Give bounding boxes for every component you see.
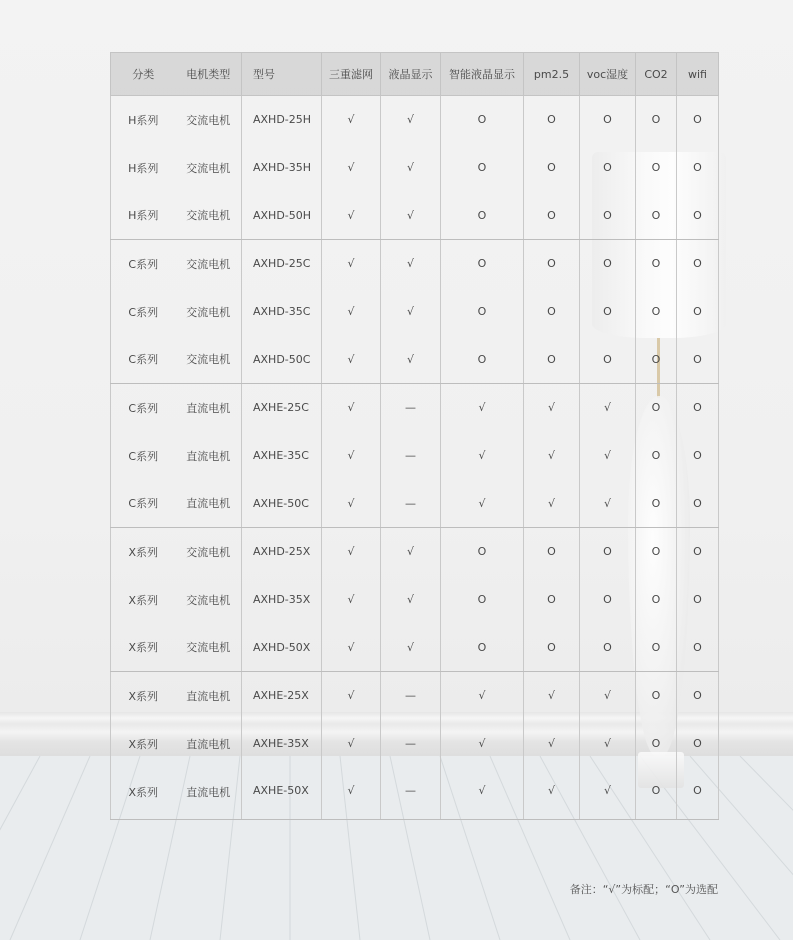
table-cell: 直流电机 — [186, 689, 231, 703]
table-cell: O — [677, 192, 719, 240]
table-cell: O — [524, 144, 580, 192]
table-row — [111, 768, 719, 820]
table-cell: O — [441, 624, 524, 672]
header-voc-humidity: voc湿度 — [580, 53, 636, 96]
table-cell: √ — [381, 336, 441, 384]
table-cell: 直流电机 — [186, 401, 231, 415]
table-cell: AXHE-35C — [242, 432, 322, 480]
table-cell: √ — [381, 528, 441, 576]
table-cell: √ — [381, 144, 441, 192]
table-cell: AXHD-50C — [242, 336, 322, 384]
table-cell: O — [677, 96, 719, 144]
table-header-row — [111, 53, 719, 96]
table-cell: √ — [524, 720, 580, 768]
table-row — [111, 384, 719, 432]
table-cell: √ — [524, 480, 580, 528]
table-cell: O — [580, 576, 636, 624]
table-cell: √ — [381, 288, 441, 336]
table-cell: O — [580, 528, 636, 576]
table-cell: √ — [322, 672, 381, 720]
table-cell: 交流电机 — [186, 545, 231, 559]
table-cell: O — [636, 336, 677, 384]
table-cell: √ — [322, 480, 381, 528]
table-cell: C系列 — [111, 240, 176, 288]
table-cell: AXHD-25X — [242, 528, 322, 576]
table-cell: O — [636, 720, 677, 768]
header-triple-filter: 三重滤网 — [322, 53, 381, 96]
product-spec-table — [110, 52, 719, 820]
table-cell: 直流电机 — [176, 480, 242, 528]
table-cell: 直流电机 — [186, 449, 231, 463]
table-cell: — — [381, 768, 441, 820]
table-cell: √ — [322, 288, 381, 336]
table-cell: 交流电机 — [186, 257, 231, 271]
table-cell: O — [677, 720, 719, 768]
table-cell: O — [580, 192, 636, 240]
table-cell: √ — [441, 480, 524, 528]
table-cell: X系列 — [111, 720, 176, 768]
table-cell: O — [636, 624, 677, 672]
table-cell: O — [677, 576, 719, 624]
table-cell: O — [636, 240, 677, 288]
table-cell: √ — [524, 432, 580, 480]
table-cell: √ — [441, 672, 524, 720]
table-cell: AXHE-50C — [242, 480, 322, 528]
table-cell: √ — [381, 624, 441, 672]
table-cell: O — [636, 192, 677, 240]
table-cell: O — [636, 672, 677, 720]
table-cell: O — [524, 576, 580, 624]
table-cell: √ — [381, 192, 441, 240]
table-cell: O — [441, 240, 524, 288]
table-cell: √ — [322, 384, 381, 432]
table-cell: O — [524, 528, 580, 576]
table-cell: O — [441, 576, 524, 624]
table-cell: O — [441, 336, 524, 384]
table-cell: O — [441, 96, 524, 144]
table-cell: O — [677, 288, 719, 336]
table-cell: O — [636, 384, 677, 432]
table-cell: AXHE-35X — [242, 720, 322, 768]
table-row — [111, 528, 719, 576]
header-co2: CO2 — [636, 53, 677, 96]
header-motor-type: 电机类型 — [176, 53, 242, 96]
header-category: 分类 — [111, 53, 176, 96]
table-cell: O — [677, 336, 719, 384]
table-cell: O — [524, 192, 580, 240]
table-cell: √ — [381, 96, 441, 144]
table-cell: O — [441, 288, 524, 336]
table-cell: AXHE-25X — [242, 672, 322, 720]
table-cell: — — [381, 720, 441, 768]
table-row — [111, 480, 719, 528]
table-cell: 交流电机 — [186, 593, 231, 607]
table-cell: 交流电机 — [186, 305, 231, 319]
table-cell: X系列 — [111, 672, 176, 720]
table-cell: AXHD-25H — [242, 96, 322, 144]
table-cell: √ — [322, 336, 381, 384]
table-cell: √ — [322, 96, 381, 144]
table-cell: O — [580, 240, 636, 288]
table-cell: H系列 — [111, 192, 176, 240]
table-cell: 直流电机 — [186, 737, 231, 751]
table-row — [111, 624, 719, 672]
table-cell: O — [636, 576, 677, 624]
table-cell: O — [441, 192, 524, 240]
table-row — [111, 336, 719, 384]
table-cell: √ — [524, 384, 580, 432]
table-row — [111, 288, 719, 336]
table-cell: H系列 — [111, 96, 176, 144]
table-cell: √ — [322, 192, 381, 240]
table-row — [111, 240, 719, 288]
table-cell: √ — [381, 576, 441, 624]
table-cell: √ — [322, 576, 381, 624]
table-cell: X系列 — [111, 576, 176, 624]
table-cell: √ — [441, 384, 524, 432]
table-cell: √ — [580, 768, 636, 820]
table-cell: √ — [441, 768, 524, 820]
table-cell: √ — [322, 768, 381, 820]
table-cell: O — [524, 288, 580, 336]
table-cell: AXHE-25C — [242, 384, 322, 432]
header-lcd-display: 液晶显示 — [381, 53, 441, 96]
table-cell: √ — [580, 480, 636, 528]
table-cell: AXHD-35H — [242, 144, 322, 192]
table-cell: O — [677, 432, 719, 480]
table-cell: AXHD-50H — [242, 192, 322, 240]
table-cell: O — [677, 480, 719, 528]
table-row — [111, 144, 719, 192]
table-cell: O — [580, 144, 636, 192]
table-cell: X系列 — [111, 624, 176, 672]
table-cell: O — [441, 528, 524, 576]
table-cell: √ — [580, 720, 636, 768]
table-cell: O — [636, 432, 677, 480]
table-cell: O — [441, 144, 524, 192]
table-cell: √ — [322, 528, 381, 576]
table-cell: √ — [322, 432, 381, 480]
table-cell: 交流电机 — [186, 113, 231, 127]
table-cell: C系列 — [111, 432, 176, 480]
table-cell: O — [580, 288, 636, 336]
table-cell: AXHD-50X — [242, 624, 322, 672]
table-row — [111, 720, 719, 768]
table-cell: H系列 — [111, 144, 176, 192]
table-cell: √ — [441, 432, 524, 480]
table-cell: AXHD-25C — [242, 240, 322, 288]
table-cell: O — [524, 624, 580, 672]
table-cell: O — [524, 336, 580, 384]
table-cell: O — [677, 240, 719, 288]
table-cell: √ — [580, 384, 636, 432]
table-row — [111, 432, 719, 480]
table-cell: O — [677, 384, 719, 432]
table-cell: X系列 — [111, 528, 176, 576]
table-cell: 交流电机 — [176, 624, 242, 672]
table-cell: √ — [580, 432, 636, 480]
table-row — [111, 672, 719, 720]
table-cell: √ — [322, 720, 381, 768]
table-cell: √ — [524, 768, 580, 820]
table-cell: 交流电机 — [176, 336, 242, 384]
table-row — [111, 192, 719, 240]
table-cell: O — [677, 144, 719, 192]
table-cell: √ — [322, 240, 381, 288]
table-cell: O — [677, 672, 719, 720]
header-smart-lcd-display: 智能液晶显示 — [441, 53, 524, 96]
footnote-legend: 备注：“√”为标配；“O”为选配 — [569, 883, 718, 896]
table-cell: O — [677, 624, 719, 672]
table-row — [111, 576, 719, 624]
table-cell: O — [636, 144, 677, 192]
table-cell: — — [381, 672, 441, 720]
table-cell: O — [636, 480, 677, 528]
table-cell: O — [580, 336, 636, 384]
table-cell: O — [677, 768, 719, 820]
table-cell: O — [636, 96, 677, 144]
table-cell: O — [524, 96, 580, 144]
table-cell: X系列 — [111, 768, 176, 820]
table-body — [111, 96, 719, 820]
table-row — [111, 96, 719, 144]
table-cell: AXHD-35X — [242, 576, 322, 624]
table-cell: 交流电机 — [186, 161, 231, 175]
table-cell: — — [381, 432, 441, 480]
header-pm25: pm2.5 — [524, 53, 580, 96]
table-cell: √ — [524, 672, 580, 720]
table-cell: O — [636, 768, 677, 820]
table-cell: C系列 — [111, 336, 176, 384]
table-cell: C系列 — [111, 480, 176, 528]
table-cell: O — [524, 240, 580, 288]
table-cell: 直流电机 — [176, 768, 242, 820]
table-cell: — — [381, 480, 441, 528]
table-cell: √ — [322, 144, 381, 192]
table-cell: O — [580, 624, 636, 672]
table-cell: √ — [580, 672, 636, 720]
table-cell: AXHD-35C — [242, 288, 322, 336]
table-cell: O — [636, 528, 677, 576]
table-cell: C系列 — [111, 384, 176, 432]
table-cell: √ — [381, 240, 441, 288]
table-cell: O — [677, 528, 719, 576]
header-wifi: wifi — [677, 53, 719, 96]
table-cell: C系列 — [111, 288, 176, 336]
table-cell: O — [580, 96, 636, 144]
table-cell: √ — [441, 720, 524, 768]
table-cell: — — [381, 384, 441, 432]
table-cell: 交流电机 — [176, 192, 242, 240]
table-cell: √ — [322, 624, 381, 672]
table-cell: AXHE-50X — [242, 768, 322, 820]
header-model: 型号 — [242, 53, 322, 96]
table-cell: O — [636, 288, 677, 336]
